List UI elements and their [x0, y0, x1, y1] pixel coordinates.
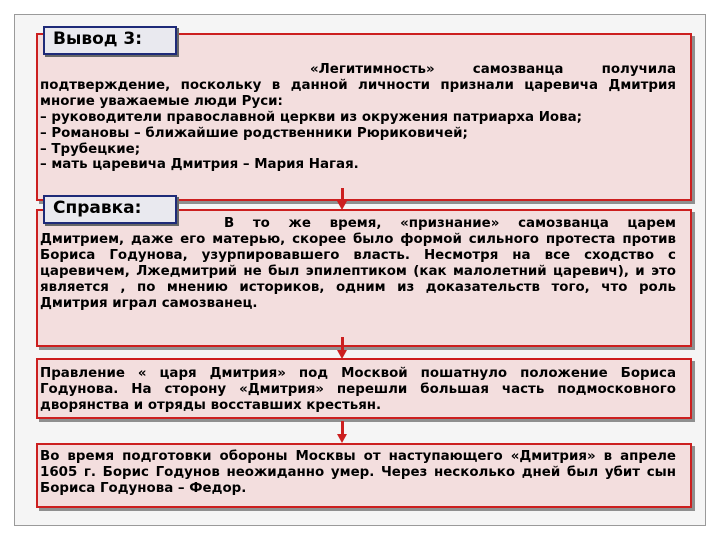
reign-box — [36, 358, 692, 419]
conclusion-intro: «Легитимность» самозванца получила подтверждение, поскольку в данной личности признали царевича Дмитрия многие уважаемые люди Руси: — [40, 62, 676, 109]
conclusion-text — [40, 62, 676, 173]
slide — [14, 14, 706, 526]
reference-box — [36, 209, 692, 347]
defense-paragraph: Во время подготовки обороны Москвы от наступающего «Дмитрия» в апреле 1605 г. Борис Годунов неожиданно умер. Через несколько дней был убит сын Бориса Годунова – Федор. — [40, 449, 676, 496]
reign-paragraph: Правление « царя Дмитрия» под Москвой пошатнуло положение Бориса Годунова. На сторону «Дмитрия» перешли большая часть подмосковного дворянства и отряды восставших крестьян. — [40, 366, 676, 413]
reign-text — [40, 366, 676, 414]
conclusion-tag: Вывод 3: — [43, 26, 177, 55]
conclusion-item-trubetskoy: – Трубецкие; — [40, 141, 141, 157]
conclusion-box — [36, 33, 692, 201]
defense-box — [36, 443, 692, 508]
reference-tag: Справка: — [43, 195, 177, 224]
arrow-down-icon — [337, 337, 347, 359]
arrow-down-icon — [337, 421, 347, 443]
reference-text — [40, 216, 676, 311]
conclusion-item-mother: – мать царевича Дмитрия – Мария Нагая. — [40, 157, 359, 173]
defense-text — [40, 449, 676, 497]
arrow-down-icon — [337, 188, 347, 210]
conclusion-item-romanovs: – Романовы – ближайшие родственники Рюриковичей; — [40, 125, 468, 141]
reference-paragraph: В то же время, «признание» самозванца царем Дмитрием, даже его матерью, скорее было формой сильного протеста против Бориса Годунова, узурпировавшего власть. Несмотря на все сходство с царевичем, Лжедмитрий не был эпилептиком (как малолетний царевич), и это является , по мнению историков, одним из доказательств того, что роль Дмитрия играл самозванец. — [40, 216, 676, 311]
conclusion-item-church: – руководители православной церкви из окружения патриарха Иова; — [40, 109, 582, 125]
